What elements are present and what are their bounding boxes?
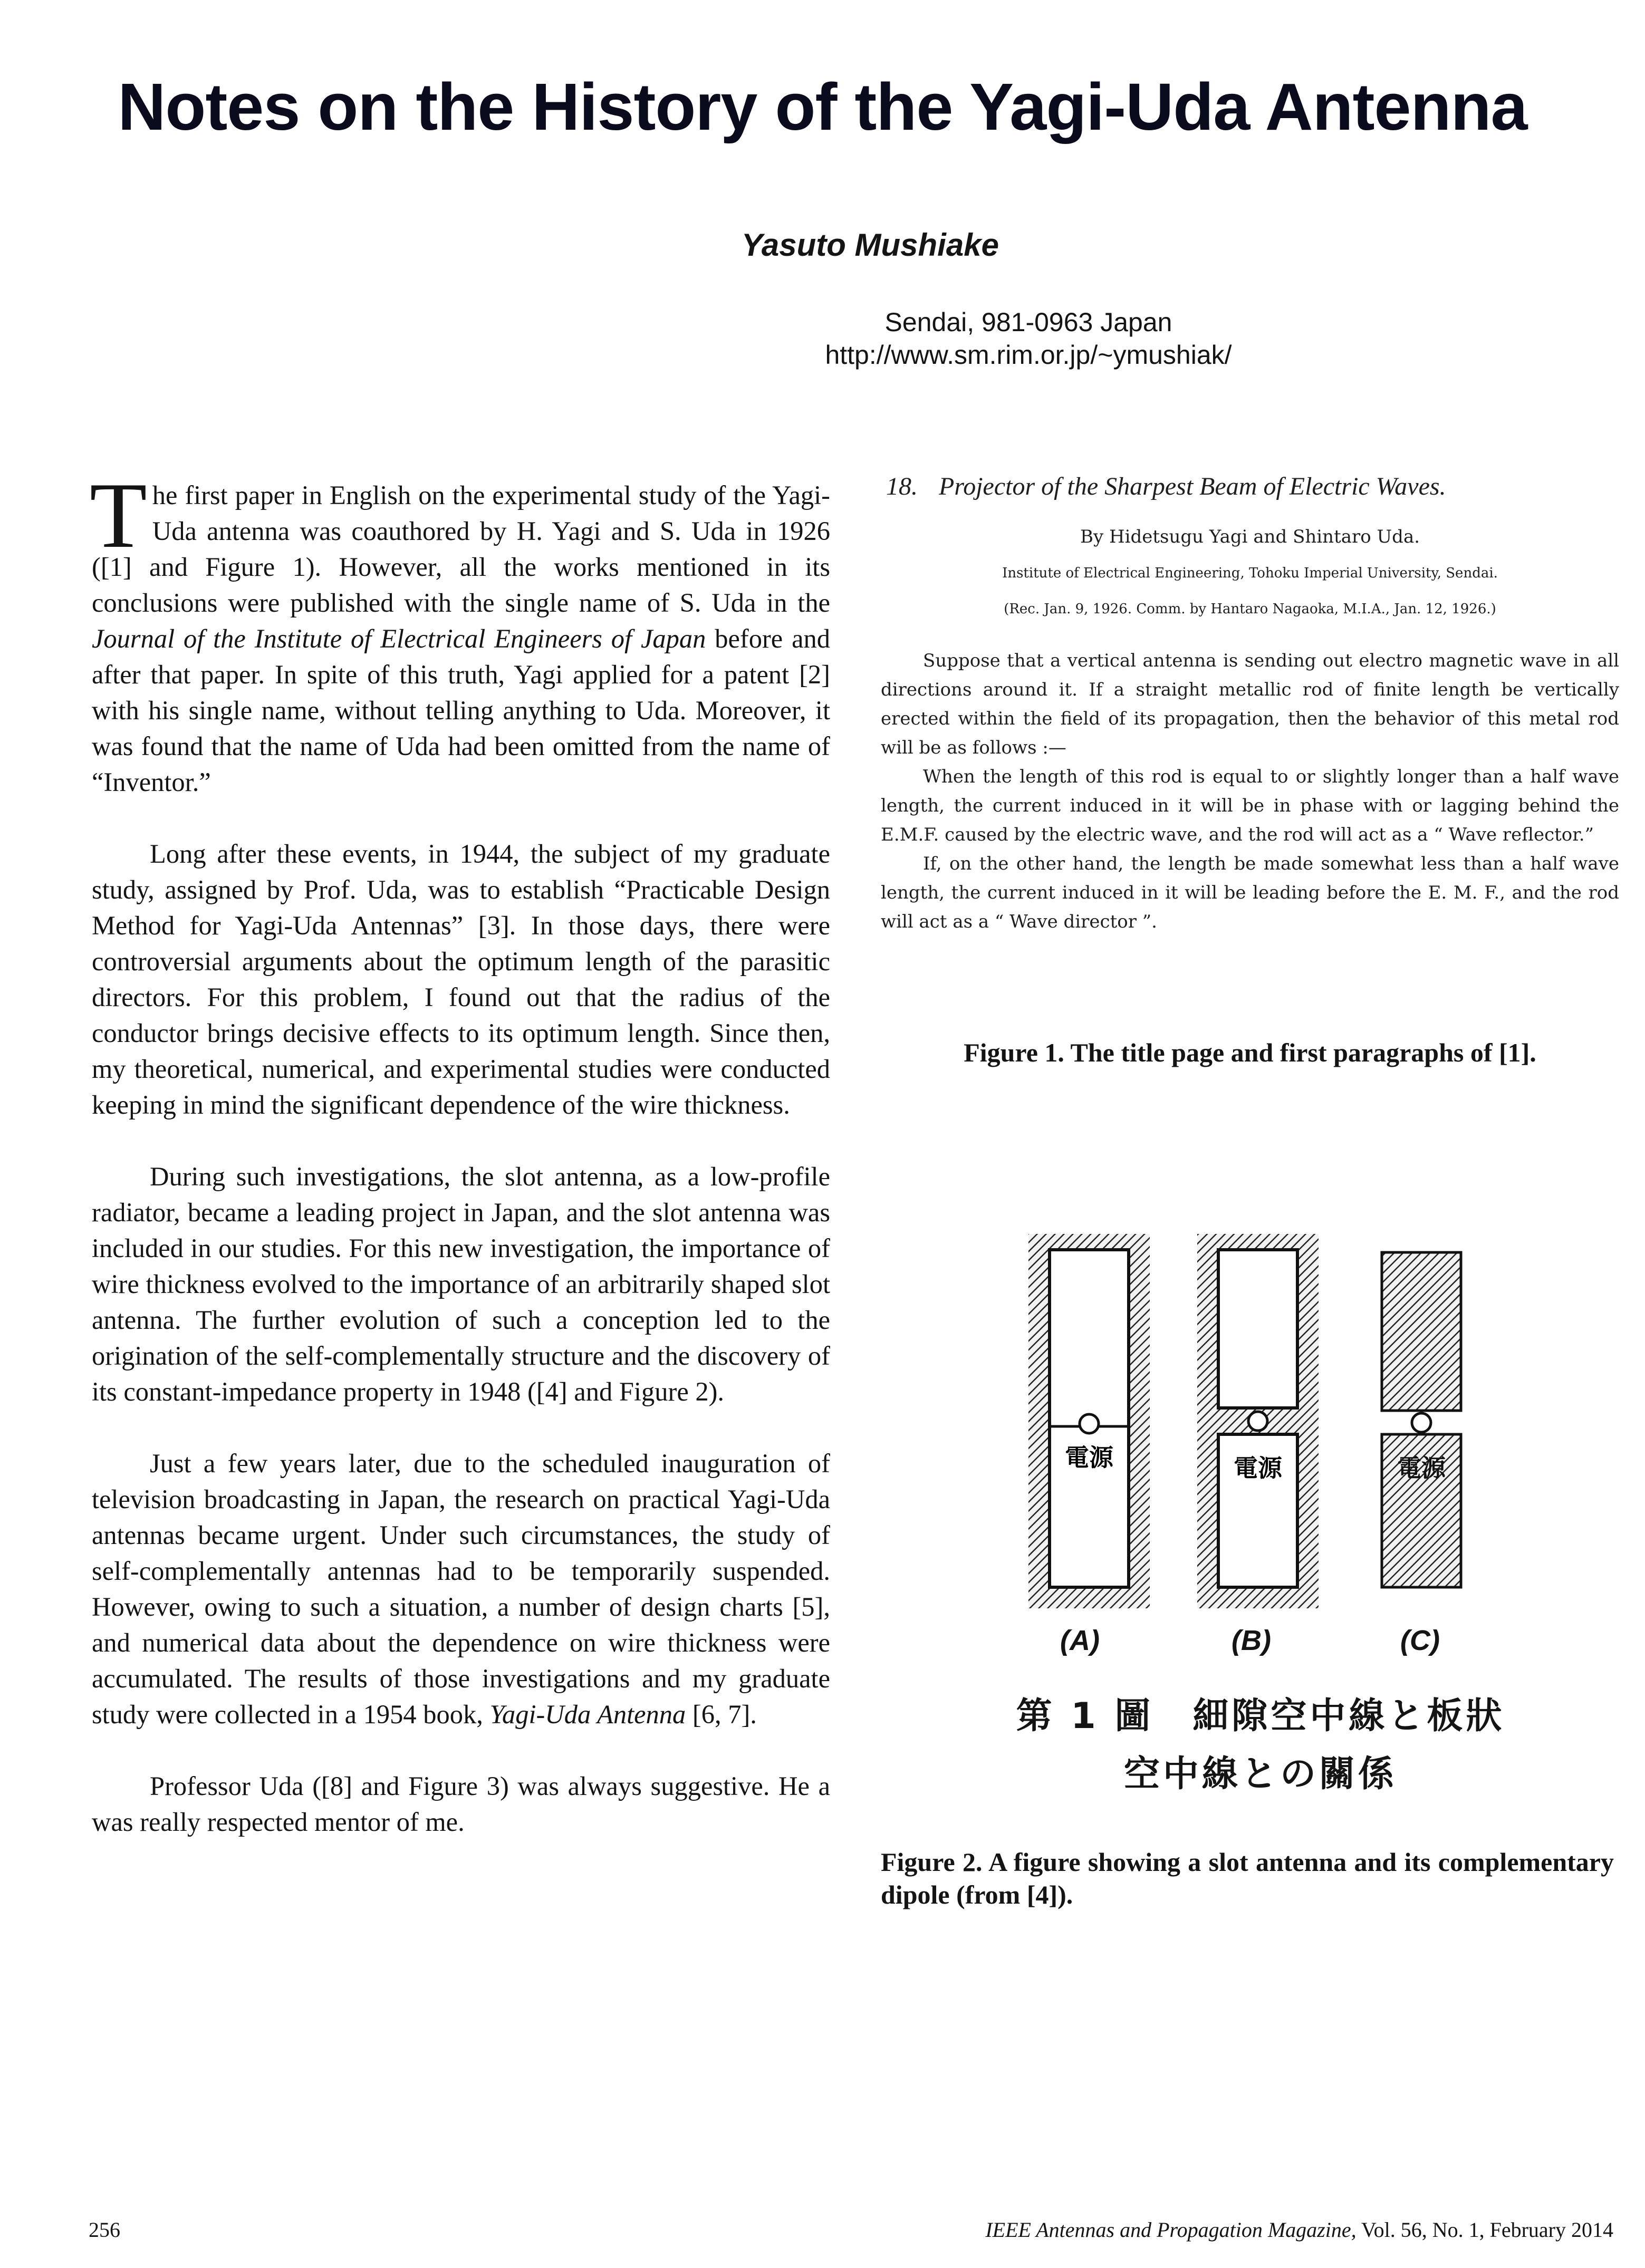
paragraph-3: During such investigations, the slot antenna, as a low-profile radiator, became a leading project in Japan, and the slot antenna was included in our studies. For this new investigation, the importance of wire thickness evolved to the importance of an arbitrarily shaped slot antenna. The further evolution of such a conception led to the origination of the self-complementally structure and the discovery of its constant-impedance property in 1948 ([4] and Figure 2).: [92, 1162, 830, 1406]
label-c: (C): [1400, 1625, 1440, 1656]
figure-1-paper-number: 18.: [886, 472, 918, 500]
body-text-column: [90, 463, 830, 1876]
feed-point-icon: [1412, 1413, 1431, 1432]
figure-1-byline: By Hidetsugu Yagi and Shintaro Uda.: [1080, 526, 1420, 547]
figure-1-heading: [886, 472, 1619, 501]
figure-1-para-2: When the length of this rod is equal to or slightly longer than a half wave length, the current induced in it will be in phase with or lagging behind the E.M.F. caused by the electric wave, and the rod will act as a “ Wave reflector.”: [881, 766, 1619, 845]
running-footer: [985, 2217, 1613, 2242]
issue-info: Vol. 56, No. 1, February 2014: [1356, 2218, 1613, 2242]
paragraph-4-text-a: Just a few years later, due to the scheduled inauguration of television broadcasting in Japan, the research on practical Yagi-Uda antennas became urgent. Under such circumstances, the study of self-complementally antennas had to be temporarily suspended. However, owing to such a situation, a number of design charts [5], and numerical data about the dependence on wire thickness were accumulated. The results of those investigations and my graduate study were collected in a 1954 book,: [92, 1449, 830, 1729]
label-b: (B): [1232, 1625, 1271, 1656]
author-name: Yasuto Mushiake: [742, 227, 999, 263]
figure-1-para-1: Suppose that a vertical antenna is sending out electro magnetic wave in all directions around it. If a straight metallic rod of finite length be vertically erected within the field of its propagation, then the behavior of this metal rod will be as follows :—: [881, 650, 1619, 758]
figure-1-scan: [881, 472, 1619, 937]
figure-2: [1002, 1223, 1519, 1835]
source-label-b: 電源: [1234, 1454, 1282, 1482]
paragraph-4: [92, 1445, 830, 1732]
journal-name: Journal of the Institute of Electrical Engineers of Japan: [92, 624, 706, 653]
figure-1-received: (Rec. Jan. 9, 1926. Comm. by Hantaro Nagaoka, M.I.A., Jan. 12, 1926.): [1004, 601, 1496, 617]
figure-1-caption: Figure 1. The title page and first paragraphs of [1].: [964, 1038, 1536, 1067]
paragraph-1-text-a: he first paper in English on the experimental study of the Yagi-Uda antenna was coauthored by H. Yagi and S. Uda in 1926 ([1] and Figure 1). However, all the works mentioned in its conclusions were published with the single name of S. Uda in the: [92, 480, 830, 617]
figure-1-paper-title: Projector of the Sharpest Beam of Electric Waves.: [939, 472, 1446, 500]
figure-2-jp-caption-line-2: 空中線との關係: [1123, 1753, 1397, 1795]
author-url[interactable]: http://www.sm.rim.or.jp/~ymushiak/: [825, 340, 1232, 370]
page-number: 256: [89, 2218, 120, 2242]
drop-cap: T: [90, 463, 147, 567]
paragraph-1-text-b: before and after that paper. In spite of this truth, Yagi applied for a patent [2] with his single name, without telling anything to Uda. Moreover, it was found that the name of Uda had been omitted from the name of “Inventor.”: [92, 624, 830, 797]
paragraph-1: [90, 463, 830, 800]
figure-1-para-3: If, on the other hand, the length be made somewhat less than a half wave length, the current induced in it will be leading before the E. M. F., and the rod will act as a “ Wave director ”.: [881, 853, 1619, 932]
figure-1-institution: Institute of Electrical Engineering, Tohoku Imperial University, Sendai.: [1002, 565, 1498, 581]
dipole-antenna-c: [1382, 1252, 1461, 1587]
figure-1-body: [881, 646, 1619, 937]
source-label-a: 電源: [1065, 1443, 1113, 1472]
author-address: Sendai, 981-0963 Japan: [884, 307, 1172, 337]
slot-antenna-diagram: [1002, 1223, 1519, 1624]
paragraph-5: Professor Uda ([8] and Figure 3) was always suggestive. He a was really respected mentor of me.: [92, 1771, 830, 1837]
slot-antenna-b: [1197, 1234, 1319, 1608]
label-a: (A): [1060, 1625, 1100, 1656]
paragraph-2: Long after these events, in 1944, the subject of my graduate study, assigned by Prof. Uda, was to establish “Practicable Design Method for Yagi-Uda Antennas” [3]. In those days, there were controversial arguments about the optimum length of the parasitic directors. For this problem, I found out that the radius of the conductor brings decisive effects to its optimum length. Since then, my theoretical, numerical, and experimental studies were conducted keeping in mind the significant dependence of the wire thickness.: [92, 839, 830, 1119]
source-label-c: 電源: [1397, 1454, 1446, 1482]
figure-2-jp-caption-line-1: 第 1 圖 細隙空中線と板狀: [1016, 1695, 1505, 1737]
magazine-name: IEEE Antennas and Propagation Magazine,: [985, 2218, 1357, 2242]
feed-point-icon: [1248, 1412, 1267, 1431]
slot-antenna-a: [1028, 1234, 1150, 1608]
figure-2-caption: Figure 2. A figure showing a slot antenna and its complementary dipole (from [4]).: [881, 1847, 1614, 1909]
paragraph-4-text-b: [6, 7].: [686, 1700, 757, 1729]
book-title: Yagi-Uda Antenna: [489, 1700, 686, 1729]
article-title: Notes on the History of the Yagi-Uda Antenna: [118, 70, 1527, 144]
feed-point-icon: [1080, 1414, 1099, 1433]
author-affiliation: [791, 306, 1266, 371]
